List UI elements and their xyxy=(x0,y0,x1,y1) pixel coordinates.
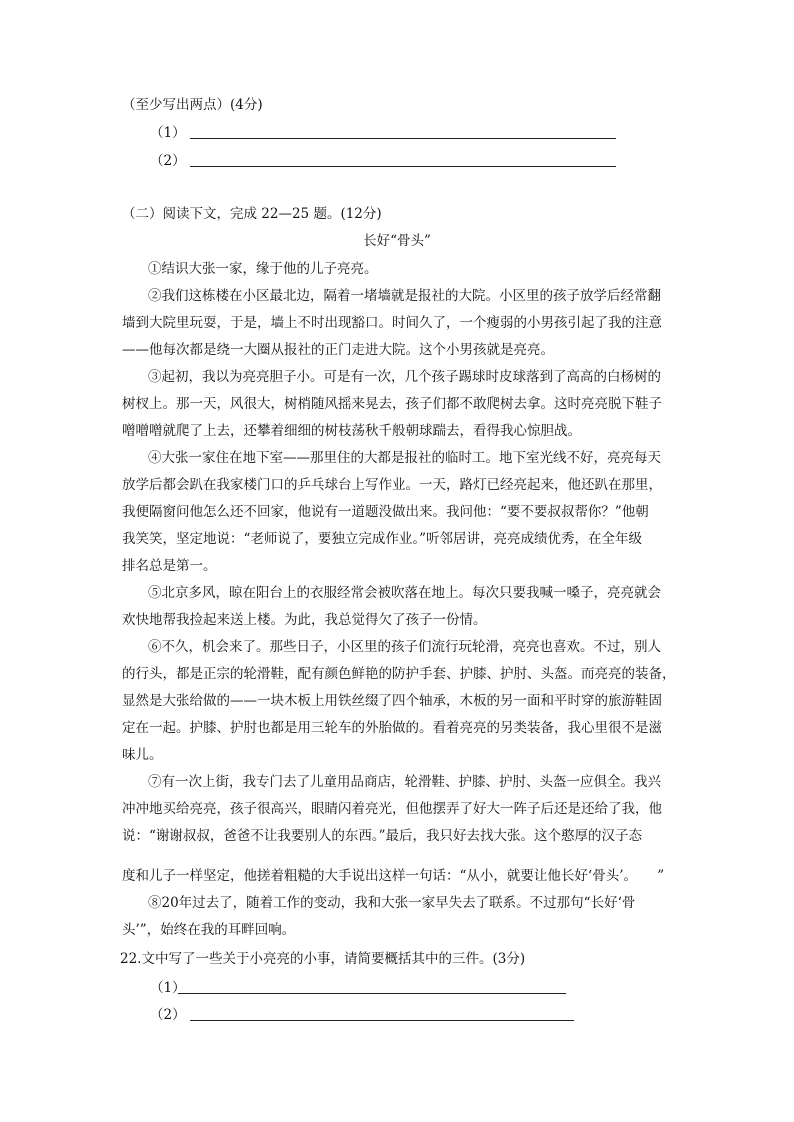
paragraph-line: 头’”，始终在我的耳畔回响。 xyxy=(122,922,296,938)
paragraph-line: 排名总是第一。 xyxy=(122,558,217,574)
paragraph-line: 树杈上。那一天，风很大，树梢随风摇来晃去，孩子们都不敢爬树去拿。这时亮亮脱下鞋子 xyxy=(122,396,662,412)
paragraph-line: 定在一起。护膝、护肘也都是用三轮车的外胎做的。看着亮亮的另类装备，我心里很不是滋 xyxy=(122,720,662,736)
paragraph-line: 冲冲地买给亮亮，孩子很高兴，眼睛闪着亮光，但他摆弄了好大一阵子后还是还给了我，他 xyxy=(122,801,662,817)
paragraph-line: 我便隔窗问他怎么还不回家，他说有一道题没做出来。我问他：“要不要叔叔帮你？”他朝 xyxy=(122,504,649,520)
paragraph-line: ③起初，我以为亮亮胆子小。可是有一次，几个孩子踢球时皮球落到了高高的白杨树的 xyxy=(148,369,661,385)
paragraph-line: 说：“谢谢叔叔，爸爸不让我要别人的东西。”最后，我只好去找大张。这个憨厚的汉子态 xyxy=(122,828,643,844)
question-22-prompt: 22.文中写了一些关于小亮亮的小事，请简要概括其中的三件。(3分) xyxy=(120,951,526,967)
q22-answer-blank-1[interactable] xyxy=(178,993,566,994)
paragraph-line: ①结识大张一家，缘于他的儿子亮亮。 xyxy=(148,261,378,277)
question-prompt: （至少写出两点）(4分) xyxy=(122,97,263,113)
paragraph-line: ④大张一家住在地下室——那里住的大都是报社的临时工。地下室光线不好，亮亮每天 xyxy=(148,450,661,466)
paragraph-line: 显然是大张给做的——一块木板上用铁丝缀了四个轴承，木板的另一面和平时穿的旅游鞋固 xyxy=(122,693,662,709)
paragraph-line: 欢快地帮我捡起来送上楼。为此，我总觉得欠了孩子一份情。 xyxy=(122,612,487,628)
paragraph-line: 的行头，都是正宗的轮滑鞋，配有颜色鲜艳的防护手套、护膝、护肘、头盔。而亮亮的装备， xyxy=(122,666,676,682)
paragraph-line: 我笑笑，坚定地说：“老师说了，要独立完成作业。”听邻居讲，亮亮成绩优秀，在全年级 xyxy=(122,531,643,547)
paragraph-line: ⑧20年过去了，随着工作的变动，我和大张一家早失去了联系。不过那句“长好‘骨 xyxy=(148,895,636,911)
section-heading: （二）阅读下文，完成 22—25 题。(12分) xyxy=(122,206,382,222)
paragraph-line: 噌噌噌就爬了上去，还攀着细细的树枝荡秋千般朝球踹去，看得我心惊胆战。 xyxy=(122,423,581,439)
q22-answer-blank-2[interactable] xyxy=(190,1020,574,1021)
q22-answer-label-1: （1） xyxy=(150,980,186,996)
paragraph-line: 墙到大院里玩耍，于是，墙上不时出现豁口。时间久了，一个瘦弱的小男孩引起了我的注意 xyxy=(122,315,662,331)
answer-blank-2[interactable] xyxy=(190,166,616,167)
q22-answer-label-2: （2） xyxy=(150,1007,186,1023)
article-title: 长好“骨头” xyxy=(363,233,431,249)
paragraph-line: ——他每次都是绕一大圈从报社的正门走进大院。这个小男孩就是亮亮。 xyxy=(122,342,554,358)
paragraph-line: ⑥不久，机会来了。那些日子，小区里的孩子们流行玩轮滑，亮亮也喜欢。不过，别人 xyxy=(148,639,661,655)
paragraph-line: 味儿。 xyxy=(122,747,163,763)
answer-blank-1[interactable] xyxy=(190,138,616,139)
paragraph-line: 度和儿子一样坚定，他搓着粗糙的大手说出这样一句话：“从小，就要让他长好‘骨头’。 ” xyxy=(122,868,665,884)
paragraph-line: ②我们这栋楼在小区最北边，隔着一堵墙就是报社的大院。小区里的孩子放学后经常翻 xyxy=(148,288,661,304)
answer-label-2: （2） xyxy=(150,153,186,169)
answer-label-1: （1） xyxy=(150,125,186,141)
paragraph-line: ⑦有一次上街，我专门去了儿童用品商店，轮滑鞋、护膝、护肘、头盔一应俱全。我兴 xyxy=(148,774,661,790)
paragraph-line: ⑤北京多风，晾在阳台上的衣服经常会被吹落在地上。每次只要我喊一嗓子，亮亮就会 xyxy=(148,585,661,601)
paragraph-line: 放学后都会趴在我家楼门口的乒乓球台上写作业。一天，路灯已经亮起来，他还趴在那里， xyxy=(122,477,662,493)
